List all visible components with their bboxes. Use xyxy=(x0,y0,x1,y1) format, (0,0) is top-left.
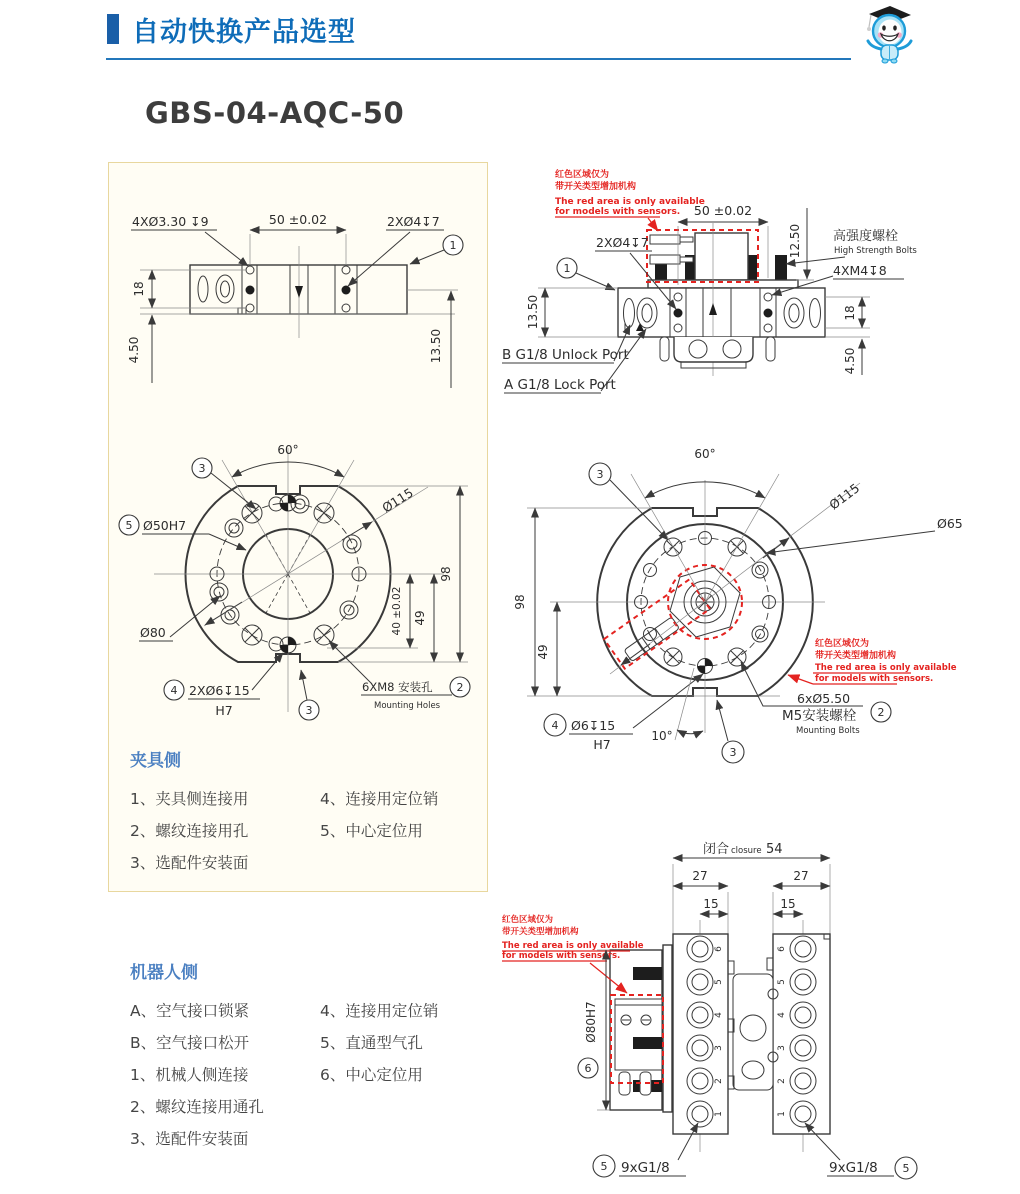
balloon-3b xyxy=(722,741,744,763)
svg-text:4: 4 xyxy=(777,1012,787,1018)
port-a-label: A G1/8 Lock Port xyxy=(504,377,616,393)
legend-row xyxy=(130,1059,500,1091)
dim-angle60: 60° xyxy=(277,443,299,457)
bolt-label-zh: 高强度螺栓 xyxy=(833,229,899,244)
svg-text:1: 1 xyxy=(777,1111,787,1117)
header-accent-bar xyxy=(107,14,119,44)
dim-bore: Ø50H7 xyxy=(143,518,187,533)
dim-closure-val: 54 xyxy=(766,842,783,857)
legend-item: 1、机械人侧连接 xyxy=(130,1066,249,1084)
balloon-3 xyxy=(589,463,611,485)
legend-row xyxy=(130,847,500,879)
fixture-face-geometry xyxy=(154,448,444,712)
ports-label-right: 9xG1/8 xyxy=(829,1160,878,1176)
dim-27r: 27 xyxy=(793,869,809,883)
balloon-1 xyxy=(443,235,463,255)
svg-text:The red area is only available: The red area is only available xyxy=(555,197,705,207)
balloon-2 xyxy=(871,702,891,722)
ports-dimensions-top xyxy=(673,841,830,934)
legend-row xyxy=(130,1123,500,1155)
page-title: 自动快换产品选型 xyxy=(132,17,356,48)
dim-mount: 6XM8 安装孔 xyxy=(362,680,433,694)
drawing-fixture-face-view xyxy=(112,430,490,748)
svg-text:带开关类型增加机构: 带开关类型增加机构 xyxy=(502,927,579,937)
dim-80h7: Ø80H7 xyxy=(584,1001,598,1043)
svg-text:3: 3 xyxy=(729,746,737,759)
svg-text:4: 4 xyxy=(170,684,178,697)
svg-text:红色区域仅为: 红色区域仅为 xyxy=(555,170,610,180)
legend-item: 5、直通型气孔 xyxy=(320,1034,423,1052)
balloon-5-right xyxy=(895,1157,917,1179)
dim-115: Ø115 xyxy=(379,484,416,516)
svg-text:1: 1 xyxy=(563,262,571,275)
legend-item: 3、选配件安装面 xyxy=(130,1130,249,1148)
dim-40: 40 ±0.02 xyxy=(391,586,403,636)
dim-65: Ø65 xyxy=(937,516,963,531)
svg-text:5: 5 xyxy=(777,979,787,985)
svg-text:2: 2 xyxy=(456,681,464,694)
dim-holes-a: 4XØ3.30 ↧9 xyxy=(132,214,209,229)
svg-text:3: 3 xyxy=(714,1045,724,1051)
dim-98: 98 xyxy=(513,594,527,610)
svg-text:3: 3 xyxy=(305,704,313,717)
dim-18: 18 xyxy=(132,281,146,297)
svg-text:红色区域仅为: 红色区域仅为 xyxy=(502,915,554,925)
legend-item: 2、螺纹连接用孔 xyxy=(130,822,249,840)
dim-width: 50 ±0.02 xyxy=(693,203,753,218)
svg-text:2: 2 xyxy=(777,1078,787,1084)
legend-fixture-title: 夹具侧 xyxy=(130,751,181,771)
ports-label-left: 9xG1/8 xyxy=(621,1160,670,1176)
dim-115: Ø115 xyxy=(826,480,863,513)
svg-text:for models with sensors.: for models with sensors. xyxy=(555,207,681,217)
drawing-fixture-side-view xyxy=(110,188,488,420)
dim-450: 4.50 xyxy=(843,347,857,375)
legend-item: 4、连接用定位销 xyxy=(320,790,439,808)
dim-1350: 13.50 xyxy=(526,294,540,330)
counterbore-holes xyxy=(210,495,361,624)
dim-450: 4.50 xyxy=(127,336,141,364)
dim-pin: Ø6↧15 xyxy=(571,718,616,733)
drawing-robot-side-view xyxy=(500,163,1020,418)
dim-pin-fit: H7 xyxy=(215,703,233,718)
header-divider xyxy=(106,58,851,60)
balloon-5 xyxy=(119,515,139,535)
dim-mount: 6xØ5.50 xyxy=(797,691,851,706)
legend-row xyxy=(130,783,500,815)
robot-face-geometry xyxy=(550,480,825,733)
svg-text:4: 4 xyxy=(551,719,559,732)
fixture-side-dimensions xyxy=(127,212,463,388)
svg-text:1: 1 xyxy=(449,239,457,252)
legend-item: A、空气接口锁紧 xyxy=(130,1002,250,1020)
svg-text:for models with sensors.: for models with sensors. xyxy=(502,951,621,961)
dim-27l: 27 xyxy=(692,869,708,883)
svg-text:6: 6 xyxy=(777,946,787,952)
drawing-robot-face-view xyxy=(505,428,1020,780)
sensor-note xyxy=(788,637,957,684)
svg-text:The red area is only available: The red area is only available xyxy=(502,941,644,951)
svg-text:5: 5 xyxy=(714,979,724,985)
svg-text:3: 3 xyxy=(777,1045,787,1051)
dim-mount-en: Mounting Bolts xyxy=(796,726,860,736)
balloon-2 xyxy=(450,677,470,697)
svg-text:4: 4 xyxy=(714,1012,724,1018)
dim-holes-b: 2XØ4↧7 xyxy=(387,214,440,229)
dim-18: 18 xyxy=(843,305,857,321)
svg-text:6: 6 xyxy=(714,946,724,952)
balloon-4 xyxy=(164,680,184,700)
port-b-label: B G1/8 Unlock Port xyxy=(502,347,629,363)
balloon-3 xyxy=(192,458,212,478)
svg-text:5: 5 xyxy=(902,1162,910,1175)
svg-text:5: 5 xyxy=(600,1160,608,1173)
legend-row xyxy=(130,815,500,847)
balloon-1 xyxy=(557,258,577,278)
dim-mount-en: Mounting Holes xyxy=(374,701,441,711)
svg-text:带开关类型增加机构: 带开关类型增加机构 xyxy=(555,182,637,192)
legend-row xyxy=(130,995,500,1027)
svg-text:3: 3 xyxy=(198,462,206,475)
svg-text:The red area is only available: The red area is only available xyxy=(815,663,957,673)
fixture-side-geometry xyxy=(140,246,455,338)
legend-fixture-side xyxy=(130,746,500,879)
svg-text:2: 2 xyxy=(714,1078,724,1084)
dim-49: 49 xyxy=(536,644,550,660)
balloon-3b xyxy=(299,700,319,720)
legend-row xyxy=(130,1027,500,1059)
bolt-label-en: High Strength Bolts xyxy=(834,246,917,256)
dim-49: 49 xyxy=(413,610,427,626)
legend-item: 3、选配件安装面 xyxy=(130,854,249,872)
legend-row xyxy=(130,1091,500,1123)
svg-text:带开关类型增加机构: 带开关类型增加机构 xyxy=(815,651,897,661)
dim-1250: 12.50 xyxy=(788,223,802,259)
mascot-icon xyxy=(856,2,920,64)
svg-text:for models with sensors.: for models with sensors. xyxy=(815,674,934,684)
fixture-face-dimensions xyxy=(119,443,470,720)
svg-text:1: 1 xyxy=(714,1111,724,1117)
dim-closure-zh: 闭合 xyxy=(703,842,730,857)
dim-angle60: 60° xyxy=(694,447,716,461)
dim-angle10: 10° xyxy=(651,729,673,743)
legend-item: 5、中心定位用 xyxy=(320,822,423,840)
locating-pin xyxy=(698,659,713,674)
svg-text:6: 6 xyxy=(584,1062,592,1075)
dim-m4: 4XM4↧8 xyxy=(833,263,887,278)
dim-15r: 15 xyxy=(780,897,796,911)
dim-mount-zh: M5安装螺栓 xyxy=(782,708,857,724)
legend-robot-side xyxy=(130,958,500,1155)
svg-text:红色区域仅为: 红色区域仅为 xyxy=(815,639,870,649)
balloon-5-left xyxy=(593,1155,615,1177)
legend-item: 1、夹具侧连接用 xyxy=(130,790,249,808)
dim-closure-en: closure xyxy=(731,846,762,856)
drawing-ports-view xyxy=(500,822,1020,1194)
svg-text:3: 3 xyxy=(596,468,604,481)
dim-1350: 13.50 xyxy=(429,328,443,364)
dim-pin: 2XØ6↧15 xyxy=(189,683,250,698)
dim-80: Ø80 xyxy=(140,625,166,640)
legend-item: 4、连接用定位销 xyxy=(320,1002,439,1020)
legend-item: 2、螺纹连接用通孔 xyxy=(130,1098,264,1116)
dim-pin-fit: H7 xyxy=(593,737,611,752)
legend-item: B、空气接口松开 xyxy=(130,1034,250,1052)
dim-width: 50 ±0.02 xyxy=(268,212,328,227)
balloon-4 xyxy=(544,714,566,736)
dim-15l: 15 xyxy=(703,897,719,911)
dim-holes: 2XØ4↧7 xyxy=(596,235,649,250)
balloon-6 xyxy=(578,1058,598,1078)
dim-98: 98 xyxy=(439,566,453,582)
svg-text:5: 5 xyxy=(125,519,133,532)
product-model-title: GBS-04-AQC-50 xyxy=(145,96,405,130)
robot-face-dimensions xyxy=(513,447,963,763)
legend-item: 6、中心定位用 xyxy=(320,1066,423,1084)
svg-text:2: 2 xyxy=(877,706,885,719)
legend-robot-title: 机器人侧 xyxy=(130,963,198,983)
